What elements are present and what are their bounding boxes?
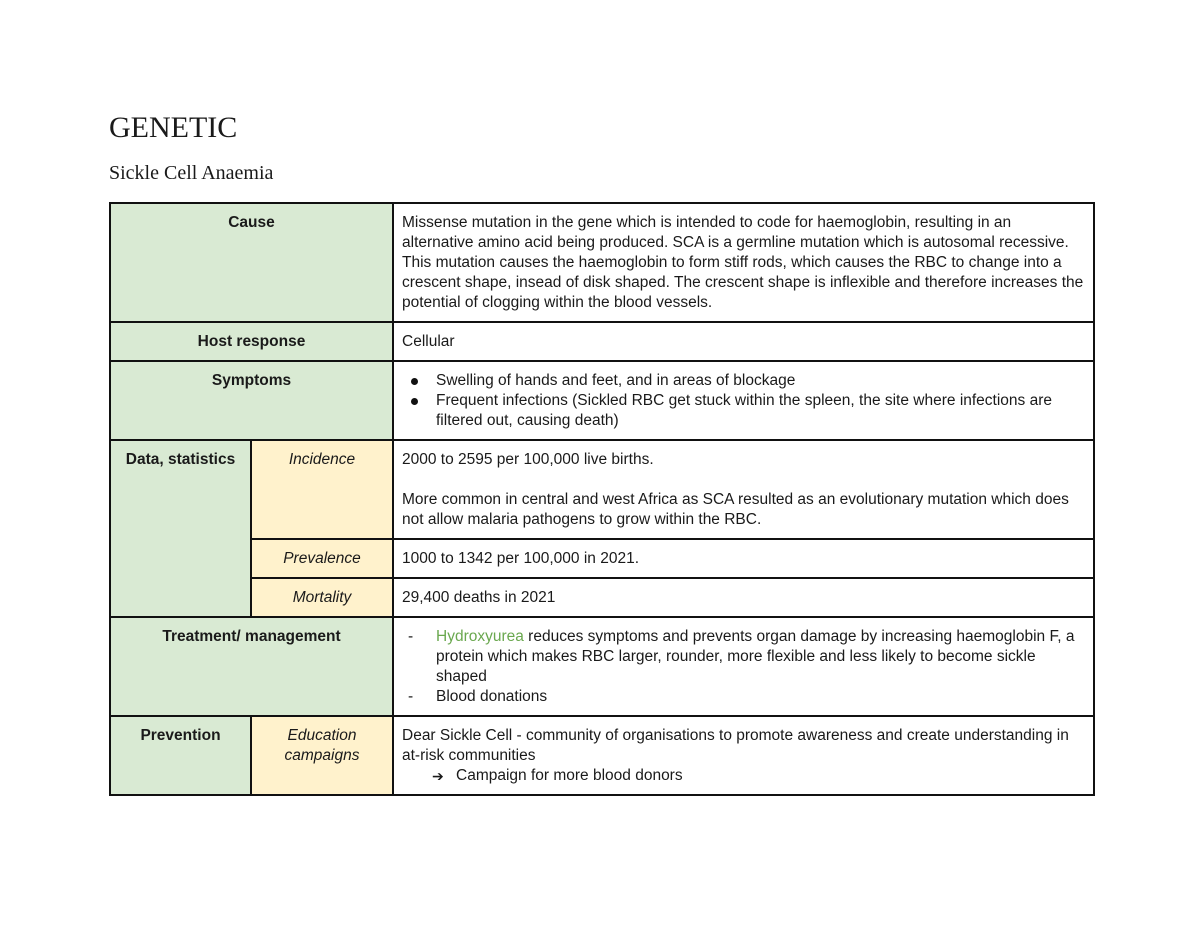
- symptoms-value: [393, 361, 1094, 440]
- prevention-text: Dear Sickle Cell - community of organisations to promote awareness and create understanding in at-risk communities: [402, 727, 1069, 764]
- disease-info-table: [109, 202, 1095, 796]
- cause-text: Missense mutation in the gene which is intended to code for haemoglobin, resulting in an alternative amino acid being produced. SCA is a germline mutation which is autosomal recessive. This mutation causes the haemoglobin to form stiff rods, which causes the RBC to change into a crescent shape, insead of disk shaped. The crescent shape is inflexible and therefore increases the potential of clogging within the blood vessels.: [402, 214, 1084, 311]
- incidence-label: Incidence: [251, 440, 393, 539]
- treatment-value: [393, 617, 1094, 716]
- table-row-prevention: [110, 716, 1094, 795]
- arrow-item-text: Campaign for more blood donors: [456, 767, 683, 784]
- table-row-incidence: [110, 440, 1094, 539]
- list-item: [402, 687, 1085, 707]
- dash-marker: -: [408, 688, 414, 705]
- dash-marker: -: [408, 628, 414, 645]
- symptoms-label: Symptoms: [110, 361, 393, 440]
- symptom-text: Swelling of hands and feet, and in areas of blockage: [436, 372, 796, 389]
- cause-value: [393, 203, 1094, 322]
- data-statistics-label: Data, statistics: [110, 440, 251, 617]
- list-item: [402, 371, 1085, 391]
- mortality-value: 29,400 deaths in 2021: [393, 578, 1094, 617]
- incidence-text: 2000 to 2595 per 100,000 live births.: [402, 451, 654, 468]
- table-row-cause: [110, 203, 1094, 322]
- arrow-list-item: [402, 766, 1085, 786]
- table-row-symptoms: [110, 361, 1094, 440]
- hydroxyurea-highlight: Hydroxyurea: [436, 628, 524, 645]
- symptoms-list: [402, 371, 1085, 431]
- list-item: [402, 627, 1085, 687]
- prevalence-label: Prevalence: [251, 539, 393, 578]
- prevalence-value: 1000 to 1342 per 100,000 in 2021.: [393, 539, 1094, 578]
- cause-label: Cause: [110, 203, 393, 322]
- symptom-text: Frequent infections (Sickled RBC get stuck within the spleen, the site where infections are filtered out, causing death): [436, 392, 1053, 429]
- treatment-list: [402, 627, 1085, 707]
- page-subtitle: Sickle Cell Anaemia: [109, 162, 274, 184]
- table-row-mortality: [110, 578, 1094, 617]
- table-row-treatment: [110, 617, 1094, 716]
- table-row-host-response: [110, 322, 1094, 361]
- host-response-value: Cellular: [393, 322, 1094, 361]
- incidence-value: [393, 440, 1094, 539]
- treatment-text: Blood donations: [436, 688, 548, 705]
- treatment-label: Treatment/ management: [110, 617, 393, 716]
- page-title: GENETIC: [109, 111, 238, 144]
- treatment-text: reduces symptoms and prevents organ damage by increasing haemoglobin F, a protein which makes RBC larger, rounder, more flexible and less likely to become sickle shaped: [436, 628, 1075, 685]
- education-campaigns-label: Education campaigns: [251, 716, 393, 795]
- incidence-note: More common in central and west Africa as SCA resulted as an evolutionary mutation which does not allow malaria pathogens to grow within the RBC.: [402, 491, 1069, 528]
- bullet-icon: [411, 398, 418, 405]
- mortality-label: Mortality: [251, 578, 393, 617]
- bullet-icon: [411, 378, 418, 385]
- host-response-label: Host response: [110, 322, 393, 361]
- prevention-label: Prevention: [110, 716, 251, 795]
- arrow-right-icon: ➔: [432, 768, 444, 784]
- prevention-value: [393, 716, 1094, 795]
- list-item: [402, 391, 1085, 431]
- table-row-prevalence: [110, 539, 1094, 578]
